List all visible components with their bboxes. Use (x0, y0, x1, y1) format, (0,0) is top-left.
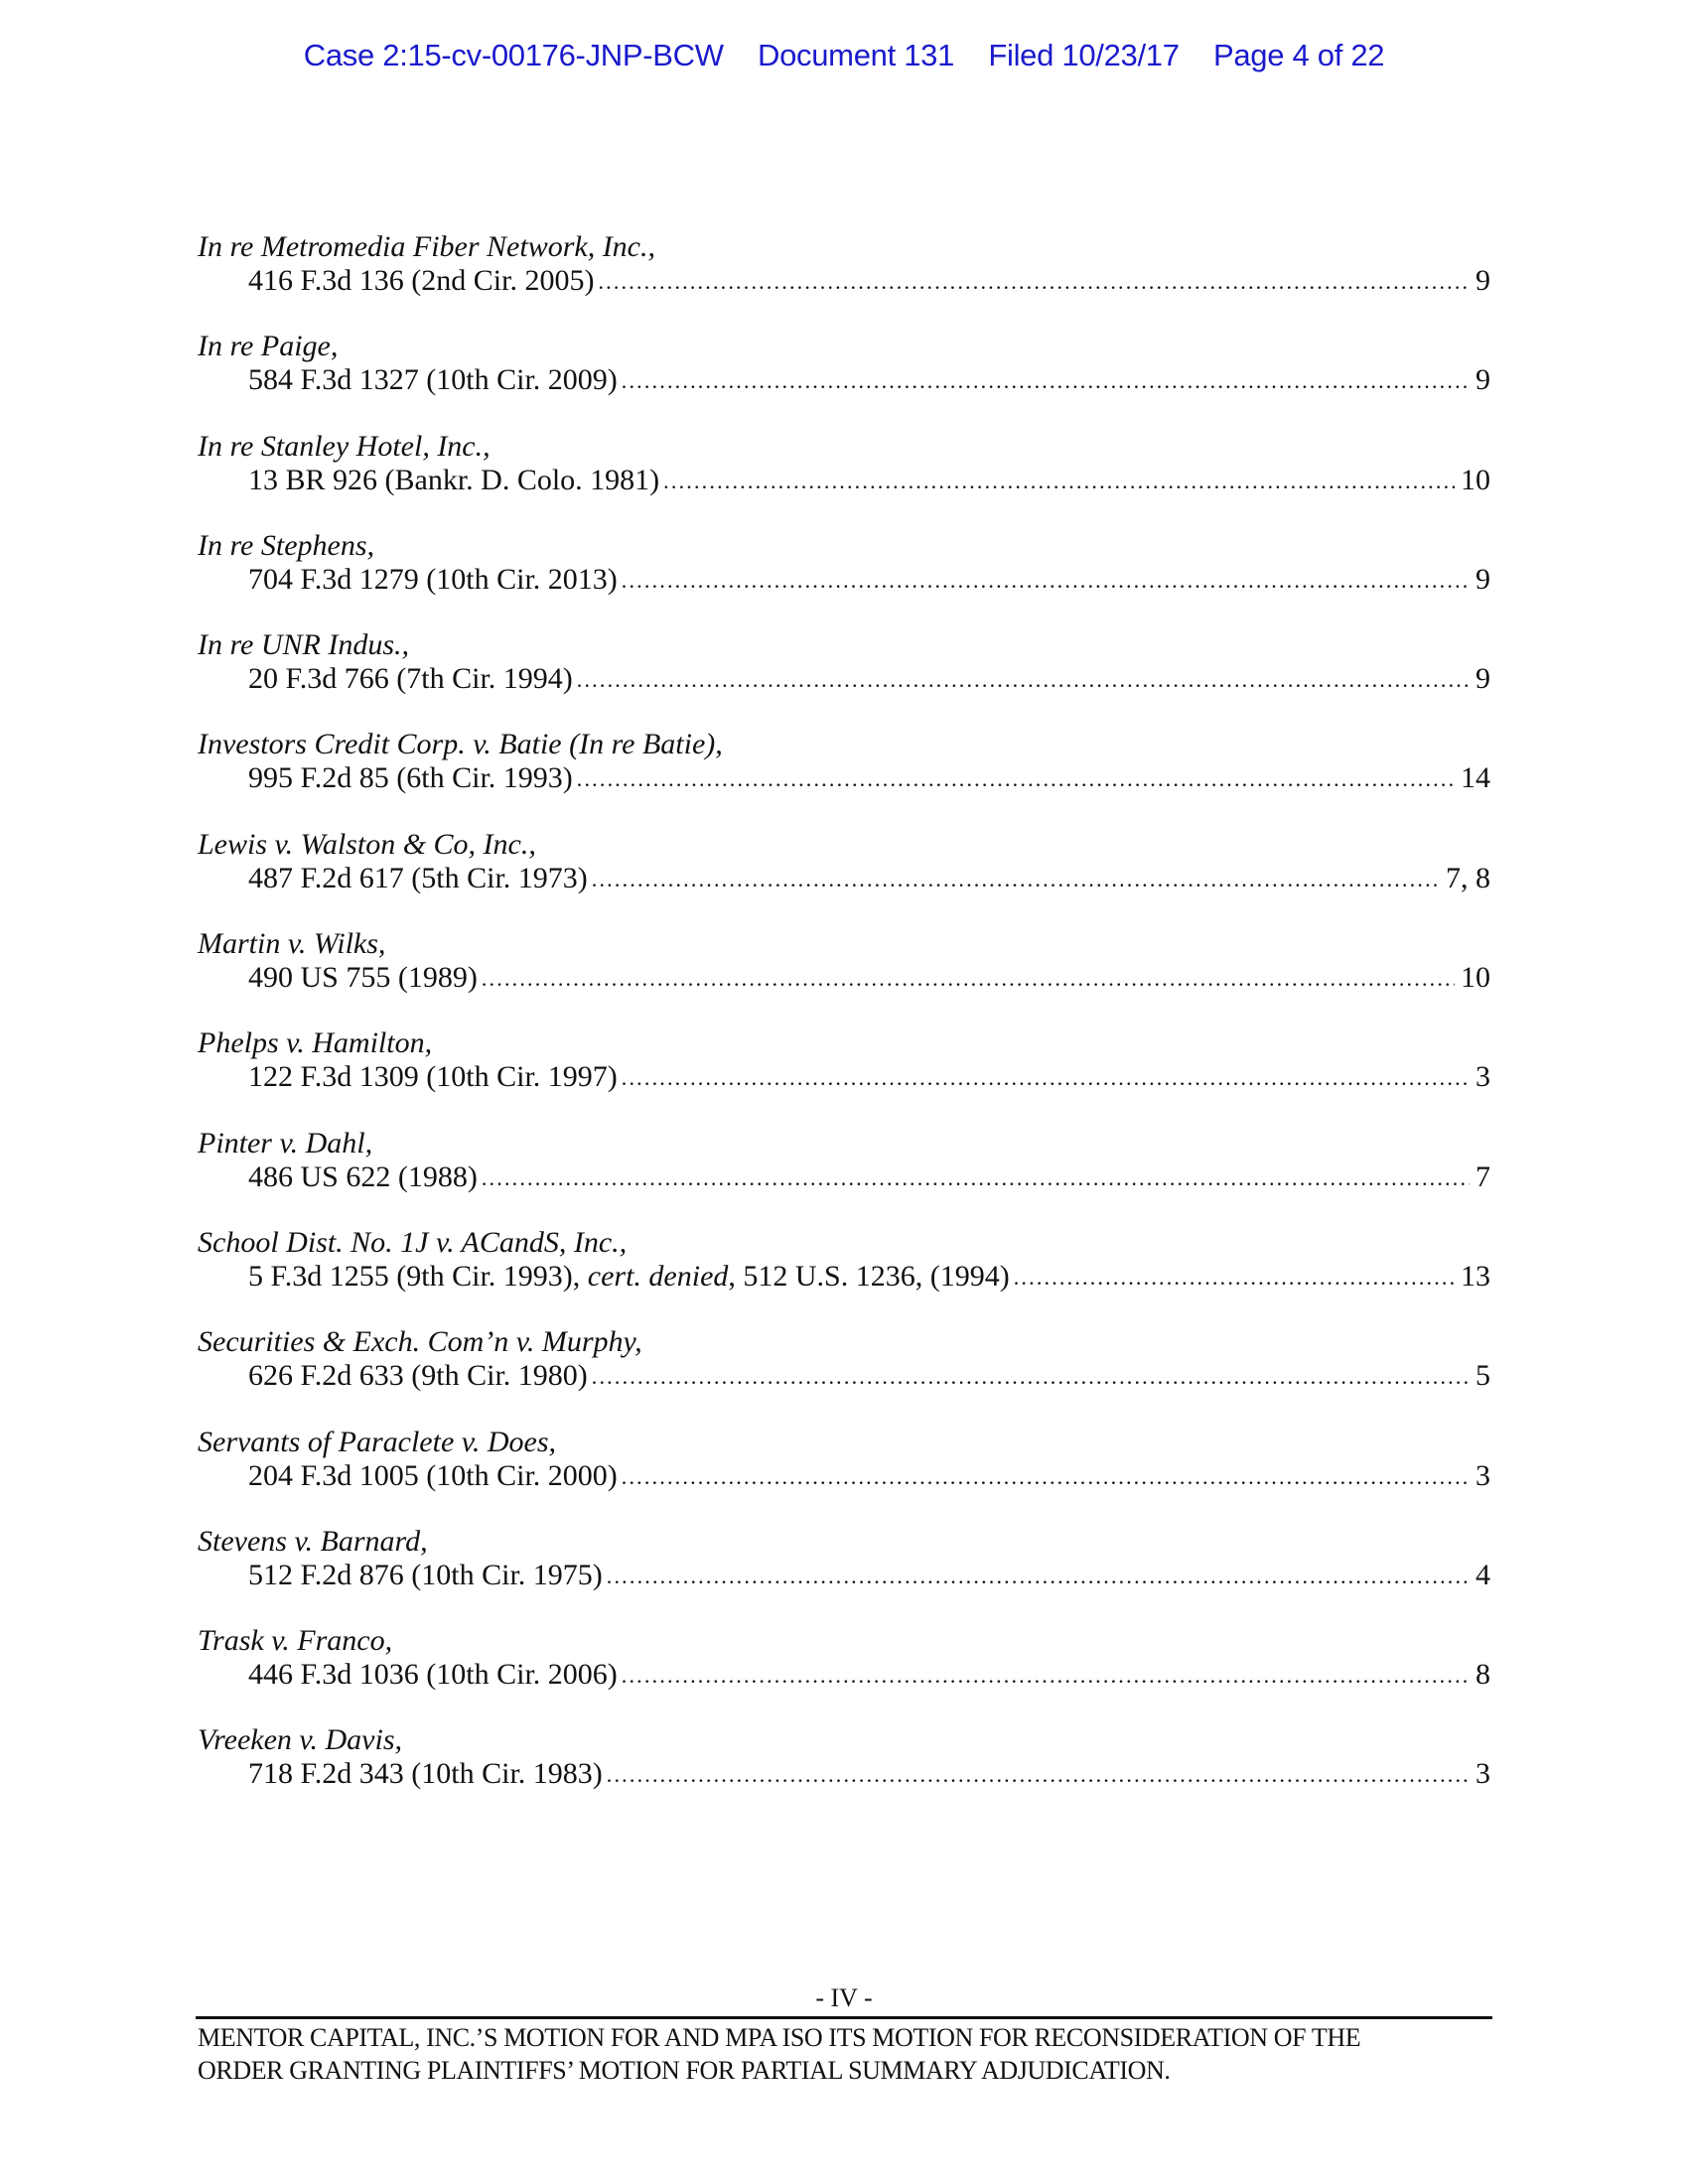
authority-entry (198, 628, 1490, 728)
citation-line (198, 464, 1490, 499)
case-name: Martin v. Wilks, (198, 927, 386, 961)
court-filing-stamp (0, 38, 1688, 73)
document-number: Document 131 (758, 38, 955, 72)
dot-leader (622, 1460, 1470, 1494)
citation-line (198, 1757, 1490, 1793)
citation (248, 1658, 618, 1692)
citation-reporter: 20 F.3d 766 (7th Cir. 1994) (248, 662, 573, 696)
case-name: Securities & Exch. Com’n v. Murphy, (198, 1325, 642, 1359)
citation (248, 1459, 618, 1493)
page-references: 9 (1476, 363, 1490, 397)
case-number: Case 2:15-cv-00176-JNP-BCW (303, 38, 724, 72)
authority-entry (198, 828, 1490, 927)
citation-reporter: 486 US 622 (1988) (248, 1160, 478, 1193)
citation-reporter: 490 US 755 (1989) (248, 961, 478, 995)
authority-entry (198, 1127, 1490, 1226)
citation-reporter: 5 F.3d 1255 (9th Cir. 1993), (248, 1259, 588, 1293)
case-name: In re Stanley Hotel, Inc., (198, 429, 491, 463)
authority-entry (198, 1226, 1490, 1325)
page-references: 5 (1476, 1359, 1490, 1393)
page-references: 3 (1476, 1458, 1490, 1492)
case-name: School Dist. No. 1J v. ACandS, Inc., (198, 1225, 628, 1259)
citation-line (198, 1459, 1490, 1495)
citation (248, 464, 659, 497)
citation-subsequent-history: , 512 U.S. 1236, (1994) (728, 1259, 1010, 1293)
dot-leader (663, 465, 1455, 498)
citation-line (198, 363, 1490, 399)
citation (248, 264, 594, 298)
citation-line (198, 1658, 1490, 1694)
citation-reporter: 204 F.3d 1005 (10th Cir. 2000) (248, 1458, 618, 1492)
citation-reporter: 446 F.3d 1036 (10th Cir. 2006) (248, 1658, 618, 1692)
citation (248, 1160, 478, 1194)
case-name: Stevens v. Barnard, (198, 1524, 428, 1558)
citation-line (198, 862, 1490, 897)
citation (248, 1757, 603, 1791)
page-references: 10 (1461, 463, 1490, 496)
citation-signal: cert. denied (587, 1259, 729, 1293)
citation-line (198, 1559, 1490, 1594)
authority-entry (198, 1026, 1490, 1126)
authority-entry (198, 1723, 1490, 1823)
citation-line (198, 264, 1490, 300)
filed-date: Filed 10/23/17 (988, 38, 1180, 72)
page-references: 7 (1476, 1160, 1490, 1193)
page-references: 9 (1476, 562, 1490, 596)
citation-reporter: 718 F.2d 343 (10th Cir. 1983) (248, 1757, 603, 1791)
citation (248, 1260, 1010, 1294)
case-name: Trask v. Franco, (198, 1624, 393, 1658)
authority-entry (198, 1426, 1490, 1525)
citation (248, 761, 573, 795)
authority-entry (198, 529, 1490, 628)
footer-document-title (198, 2021, 1490, 2087)
citation (248, 961, 478, 995)
citation-line (198, 1359, 1490, 1395)
authority-entry (198, 927, 1490, 1026)
case-name: In re UNR Indus., (198, 628, 410, 662)
dot-leader (622, 1061, 1470, 1095)
citation-reporter: 512 F.2d 876 (10th Cir. 1975) (248, 1558, 603, 1591)
citation-reporter: 13 BR 926 (Bankr. D. Colo. 1981) (248, 463, 660, 496)
citation-reporter: 704 F.3d 1279 (10th Cir. 2013) (248, 562, 618, 596)
page-references: 9 (1476, 662, 1490, 696)
dot-leader (577, 663, 1470, 697)
page-references: 4 (1476, 1558, 1490, 1591)
authority-entry (198, 1624, 1490, 1723)
dot-leader (482, 1161, 1470, 1195)
dot-leader (598, 265, 1470, 299)
dot-leader (607, 1560, 1470, 1593)
footer-page-number: - IV - (815, 1983, 873, 2012)
citation (248, 662, 573, 696)
citation (248, 563, 618, 597)
authority-entry (198, 1525, 1490, 1624)
dot-leader (622, 364, 1470, 398)
citation-reporter: 416 F.3d 136 (2nd Cir. 2005) (248, 264, 595, 297)
dot-leader (577, 762, 1455, 796)
page-references: 8 (1476, 1658, 1490, 1692)
citation-reporter: 122 F.3d 1309 (10th Cir. 1997) (248, 1060, 618, 1094)
citation-line (198, 1060, 1490, 1096)
authority-entry (198, 330, 1490, 429)
case-name: In re Metromedia Fiber Network, Inc., (198, 230, 656, 263)
dot-leader (592, 863, 1440, 896)
footer-title-line-1: MENTOR CAPITAL, INC.’S MOTION FOR AND MPA ISO ITS MOTION FOR RECONSIDERATION OF THE (198, 2023, 1361, 2052)
authority-entry (198, 430, 1490, 529)
citation (248, 1559, 603, 1592)
page-references: 14 (1461, 761, 1490, 795)
authority-entry (198, 1325, 1490, 1425)
page-references: 7, 8 (1446, 861, 1490, 894)
case-name: Vreeken v. Davis, (198, 1723, 403, 1757)
authority-entry (198, 230, 1490, 330)
page-of-total: Page 4 of 22 (1212, 38, 1385, 72)
footer-title-line-2: ORDER GRANTING PLAINTIFFS’ MOTION FOR PARTIAL SUMMARY ADJUDICATION. (198, 2056, 1171, 2085)
citation-line (198, 1260, 1490, 1296)
authority-entry (198, 728, 1490, 827)
dot-leader (1014, 1261, 1455, 1295)
case-name: Pinter v. Dahl, (198, 1126, 373, 1160)
table-of-authorities (198, 230, 1490, 1824)
citation-reporter: 584 F.3d 1327 (10th Cir. 2009) (248, 363, 618, 397)
page-references: 3 (1476, 1060, 1490, 1094)
case-name: Phelps v. Hamilton, (198, 1026, 433, 1060)
dot-leader (482, 962, 1455, 996)
citation-line (198, 761, 1490, 797)
citation (248, 862, 588, 895)
dot-leader (622, 564, 1470, 598)
page-references: 13 (1461, 1259, 1490, 1293)
citation-line (198, 563, 1490, 599)
dot-leader (622, 1659, 1470, 1693)
case-name: Lewis v. Walston & Co, Inc., (198, 827, 536, 861)
citation (248, 1359, 588, 1393)
citation-line (198, 662, 1490, 698)
citation-line (198, 1160, 1490, 1196)
citation (248, 363, 618, 397)
citation-reporter: 995 F.2d 85 (6th Cir. 1993) (248, 761, 573, 795)
case-name: In re Paige, (198, 330, 339, 363)
dot-leader (607, 1758, 1470, 1792)
citation-reporter: 487 F.2d 617 (5th Cir. 1973) (248, 861, 588, 894)
dot-leader (592, 1360, 1470, 1394)
citation-line (198, 961, 1490, 997)
page-references: 9 (1476, 264, 1490, 297)
page-references: 10 (1461, 961, 1490, 995)
case-name: Servants of Paraclete v. Does, (198, 1425, 557, 1458)
case-name: Investors Credit Corp. v. Batie (In re Batie), (198, 728, 723, 761)
citation-reporter: 626 F.2d 633 (9th Cir. 1980) (248, 1359, 588, 1393)
footer-divider (196, 2016, 1492, 2019)
page-references: 3 (1476, 1757, 1490, 1791)
citation (248, 1060, 618, 1094)
case-name: In re Stephens, (198, 528, 375, 562)
